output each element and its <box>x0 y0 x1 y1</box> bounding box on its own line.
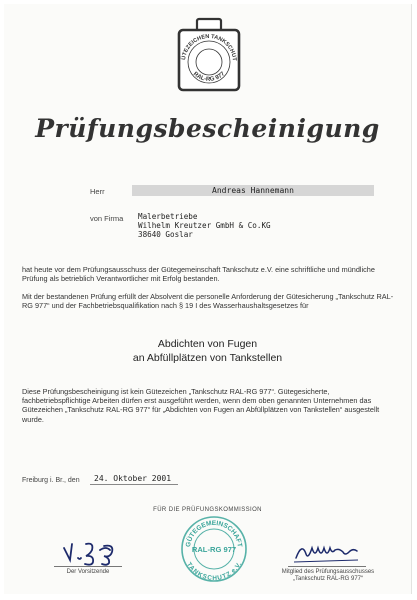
place-date-label: Freiburg i. Br., den <box>22 477 80 484</box>
left-signature-line <box>54 566 122 567</box>
exam-paragraph: hat heute vor dem Prüfungsausschuss der Gütegemeinschaft Tankschutz e.V. eine schriftliche und mündliche Prüfung als betrieblich Verantwortlicher mit Erfolg bestanden. <box>22 265 375 284</box>
company-line: 38640 Goslar <box>138 230 193 239</box>
right-signature-line <box>288 566 366 567</box>
qualification-paragraph: Mit der bestandenen Prüfung erfüllt der Absolvent die personelle Anforderung der Gütesicherung „Tankschutz RAL-RG 977“ und der Fachbetriebsqualifikation nach § 19 I des Wasserhaushaltsgesetzes für <box>22 292 394 311</box>
certificate-title: Prüfungsbescheinigung <box>35 114 380 143</box>
association-stamp <box>179 514 249 589</box>
company-block <box>138 212 271 239</box>
member-caption-line-1: Mitglied des Prüfungsausschusses <box>281 569 375 575</box>
logo-ring-bottom: RAL-RG 977 <box>191 71 227 83</box>
disclaimer-paragraph: Diese Prüfungsbescheinigung ist kein Gütezeichen „Tankschutz RAL-RG 977“. Gütegesicherte, fachbetriebspflichtige Arbeiten dürfen erst ausgeführt werden, wenn dem oben genannten Unternehmen das Gütezeichen „Tankschutz RAL-RG 977“ für „Abdichten von Fugen an Abfüllplätzen von Tankstellen“ ausgestellt wurde. <box>22 387 380 424</box>
member-caption-line-2: „Tankschutz RAL-RG 977“ <box>292 576 364 582</box>
svg-text:TANKSCHUTZ e.V. <box>185 561 243 582</box>
stamp-ring-top: GÜTEGEMEINSCHAFT <box>185 519 243 548</box>
chair-caption: Der Vorsitzende <box>66 569 110 575</box>
date-underline <box>90 484 178 485</box>
tank-seal-icon <box>175 16 243 92</box>
subject-line-1: Abdichten von Fugen <box>157 338 258 350</box>
issue-date: 24. Oktober 2001 <box>94 474 172 483</box>
stamp-center: RAL-RG 977 <box>191 545 237 554</box>
logo-ring-top: ÜTEZEICHEN TANKSCHUT <box>181 33 238 62</box>
stamp-ring-bottom: TANKSCHUTZ e.V. <box>185 561 244 583</box>
company-line: Malerbetriebe <box>138 212 198 221</box>
member-caption <box>276 569 380 583</box>
commission-heading: FÜR DIE PRÜFUNGSKOMMISSION <box>153 507 262 513</box>
company-line: Wilhelm Kreutzer GmbH & Co.KG <box>138 221 271 230</box>
subject-block <box>4 337 411 365</box>
firm-label: von Firma <box>90 214 124 223</box>
subject-line-2: an Abfüllplätzen von Tankstellen <box>132 352 283 364</box>
recipient-name: Andreas Hannemann <box>212 186 294 195</box>
stamp-seal-icon <box>179 514 249 584</box>
certificate-page <box>4 4 412 594</box>
salutation: Herr <box>90 187 105 196</box>
quality-mark-logo <box>175 16 243 92</box>
